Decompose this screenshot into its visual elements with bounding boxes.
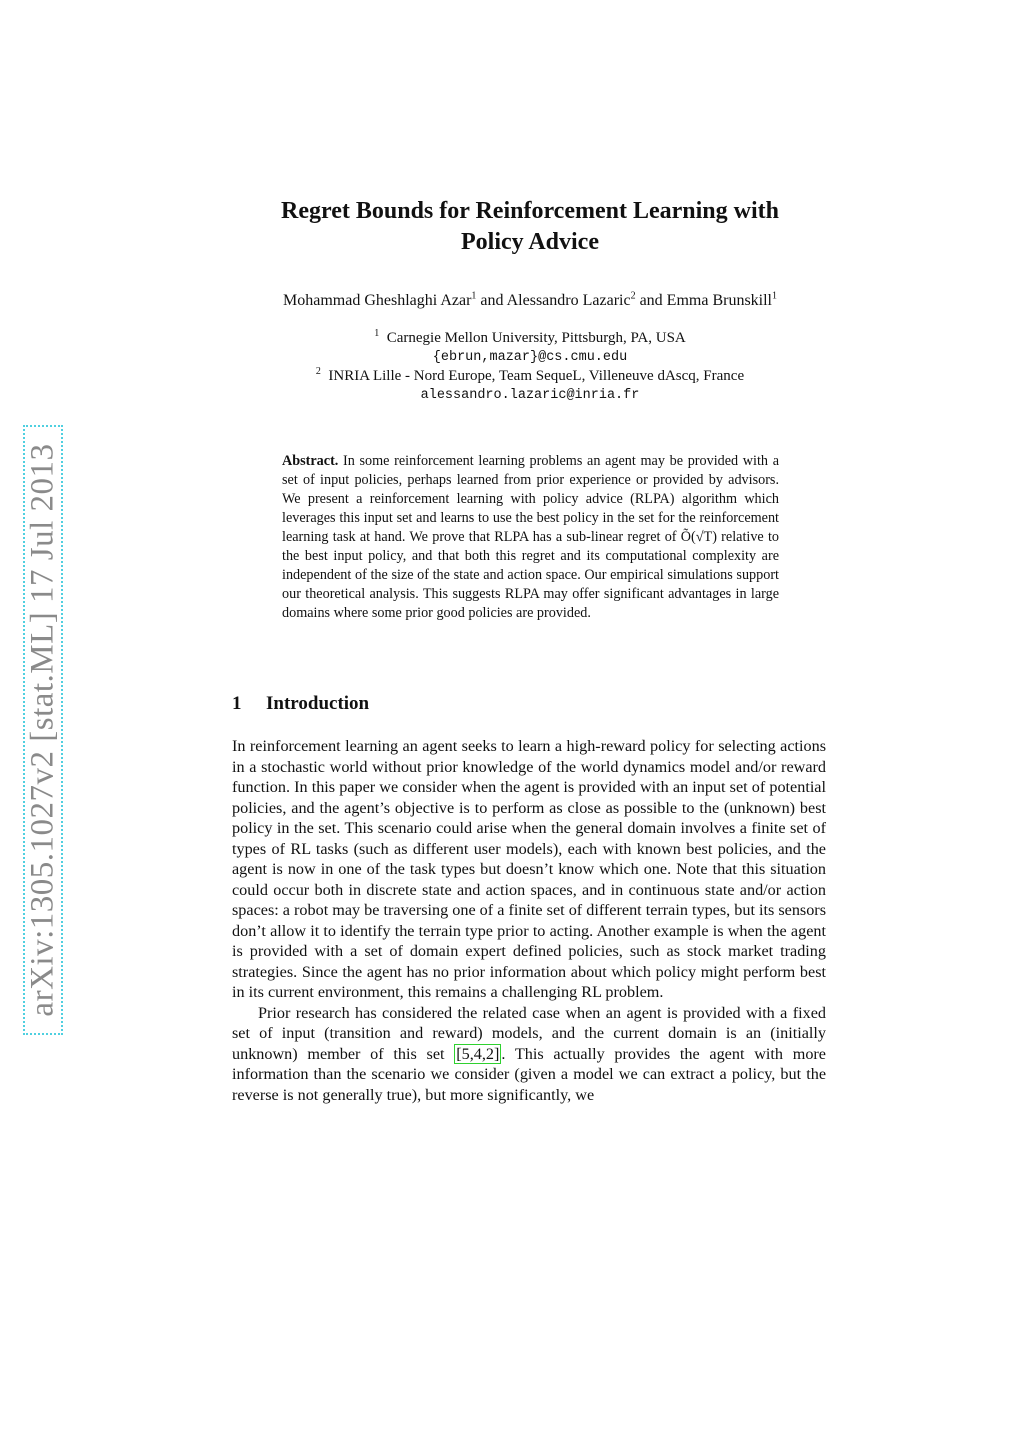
author-2-affil: 2: [630, 290, 636, 302]
section-number: 1: [232, 693, 242, 714]
author-3-affil: 1: [772, 290, 777, 302]
abstract-math: Õ(√T): [680, 529, 717, 545]
paragraph-1: In reinforcement learning an agent seeks to learn a high-reward policy for selecting actions in a stochastic world without prior knowledge of the world dynamics model and/or reward function. In this paper we consider when the agent is provided with an input set of potential policies, and the agent’s objective is to perform as close as possible to the (unknown) best policy in the set. This scenario could arise when the general domain involves a finite set of types of RL tasks (such as different user models), each with known best policies, and the agent is now in one of the task types but doesn’t know which one. Note that this situation could occur both in discrete state and action spaces, and in continuous state and/or action spaces: a robot may be traversing one of a finite set of different terrain types, but its sensors don’t allow it to identify the terrain type prior to acting. Another example is when the agent is provided with a set of domain expert defined policies, such as stock market trading strategies. Since the agent has no prior information about which policy might perform best in its current environment, this remains a challenging RL problem.: [232, 737, 826, 1001]
paper-title: [220, 196, 840, 258]
author-1: Mohammad Gheshlaghi Azar: [283, 292, 472, 309]
abstract-label: Abstract.: [282, 453, 339, 469]
author-1-affil: 1: [471, 290, 477, 302]
author-list: [200, 292, 860, 310]
affiliation-2-email: alessandro.lazaric@inria.fr: [420, 388, 640, 403]
body-text: [232, 736, 826, 1105]
paragraph-2-end: . This actually provides the agent with more information than the scenario we consider (given a model we can extract a policy, but the reverse is not generally true), but more significantly, we: [232, 1044, 826, 1104]
affiliation-2-text: INRIA Lille - Nord Europe, Team SequeL, Villeneuve dAscq, France: [328, 368, 745, 384]
section-heading: [232, 693, 369, 715]
abstract-text-1: In some reinforcement learning problems an agent may be provided with a set of input policies, perhaps learned from prior experience or provided by advisors. We present a reinforcement learning with policy advice (RLPA) algorithm which leverages this input set and learns to use the best policy in the set for the reinforcement learning task at hand. We prove that RLPA has a sub-linear regret of: [282, 453, 780, 545]
section-title: Introduction: [266, 693, 370, 714]
affiliation-1-num: 1: [374, 328, 380, 339]
citation-link[interactable]: [5,4,2]: [456, 1044, 500, 1063]
author-3: Emma Brunskill: [666, 292, 772, 309]
affiliation-1-email: {ebrun,mazar}@cs.cmu.edu: [432, 350, 628, 365]
title-line-2: Policy Advice: [461, 229, 599, 255]
title-line-1: Regret Bounds for Reinforcement Learning with: [281, 198, 779, 224]
abstract-text-2: relative to the best input policy, and that both this regret and its computational complexity are independent of the size of the state and action space. Our empirical simulations support our theoretical analysis. This suggests RLPA may offer significant advantages in large domains where some prior good policies are provided.: [282, 529, 779, 621]
author-2: Alessandro Lazaric: [506, 292, 631, 309]
affiliation-2-num: 2: [315, 366, 321, 377]
author-sep-1: and: [476, 292, 507, 309]
affiliation-1-text: Carnegie Mellon University, Pittsburgh, PA, USA: [386, 330, 686, 346]
arxiv-identifier: arXiv:1305.1027v2 [stat.ML] 17 Jul 2013: [24, 443, 61, 1017]
affiliation-2: [200, 368, 860, 385]
abstract: [282, 452, 779, 623]
author-sep-2: and: [635, 292, 667, 309]
paragraph-2-start: Prior research has considered the related case when an agent is provided with a fixed set of input (transition and reward) models, and the current domain is an (initially unknown) member of this set: [232, 1003, 826, 1063]
paragraph-2: [232, 1003, 826, 1106]
affiliation-1: [200, 330, 860, 347]
